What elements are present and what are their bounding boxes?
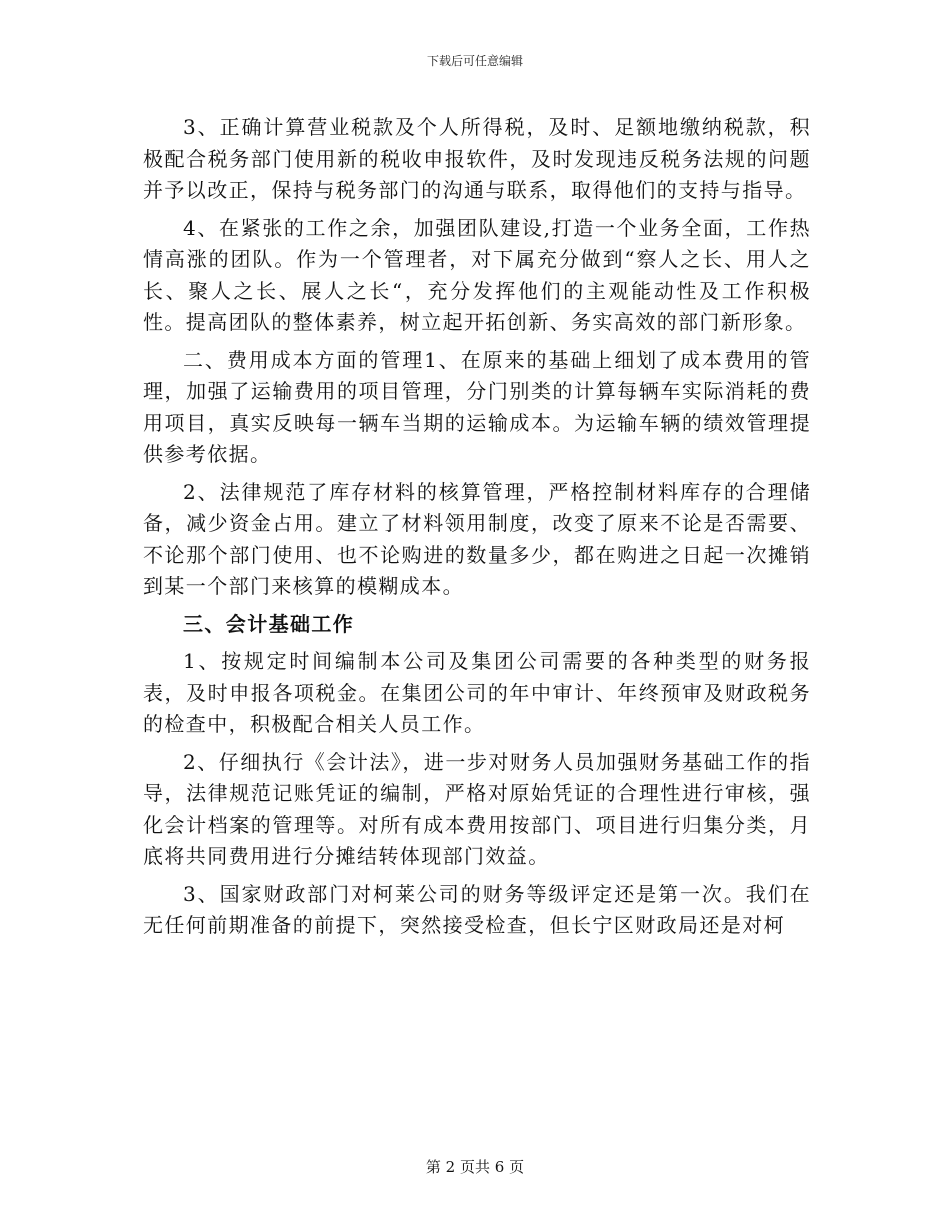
- document-body: [143, 112, 811, 948]
- paragraph: 1、按规定时间编制本公司及集团公司需要的各种类型的财务报表，及时申报各项税金。在集团公司的年中审计、年终预审及财政税务的检查中，积极配合相关人员工作。: [143, 649, 811, 736]
- paragraph: 二、费用成本方面的管理1、在原来的基础上细划了成本费用的管理，加强了运输费用的项目管理，分门别类的计算每辆车实际消耗的费用项目，真实反映每一辆车当期的运输成本。为运输车辆的绩效管理提供参考依据。: [143, 347, 811, 466]
- page-footer: 第 2 页共 6 页: [425, 1158, 525, 1176]
- paragraph: 3、国家财政部门对柯莱公司的财务等级评定还是第一次。我们在无任何前期准备的前提下，突然接受检查，但长宁区财政局还是对柯: [143, 881, 811, 937]
- paragraph: 3、正确计算营业税款及个人所得税，及时、足额地缴纳税款，积极配合税务部门使用新的税收申报软件，及时发现违反税务法规的问题并予以改正，保持与税务部门的沟通与联系，取得他们的支持与指导。: [143, 115, 811, 202]
- paragraph: 2、仔细执行《会计法》，进一步对财务人员加强财务基础工作的指导，法律规范记账凭证的编制，严格对原始凭证的合理性进行审核，强化会计档案的管理等。对所有成本费用按部门、项目进行归集分类，月底将共同费用进行分摊结转体现部门效益。: [143, 749, 811, 868]
- page-header: 下载后可任意编辑: [426, 54, 523, 68]
- section-heading: 三、会计基础工作: [183, 611, 355, 636]
- paragraph: 2、法律规范了库存材料的核算管理，严格控制材料库存的合理储备，减少资金占用。建立了材料领用制度，改变了原来不论是否需要、不论那个部门使用、也不论购进的数量多少，都在购进之日起一次摊销到某一个部门来核算的模糊成本。: [143, 479, 811, 598]
- paragraph: 4、在紧张的工作之余，加强团队建设,打造一个业务全面，工作热情高涨的团队。作为一个管理者，对下属充分做到“察人之长、用人之长、聚人之长、展人之长“，充分发挥他们的主观能动性及工作积极性。提高团队的整体素养，树立起开拓创新、务实高效的部门新形象。: [143, 215, 811, 334]
